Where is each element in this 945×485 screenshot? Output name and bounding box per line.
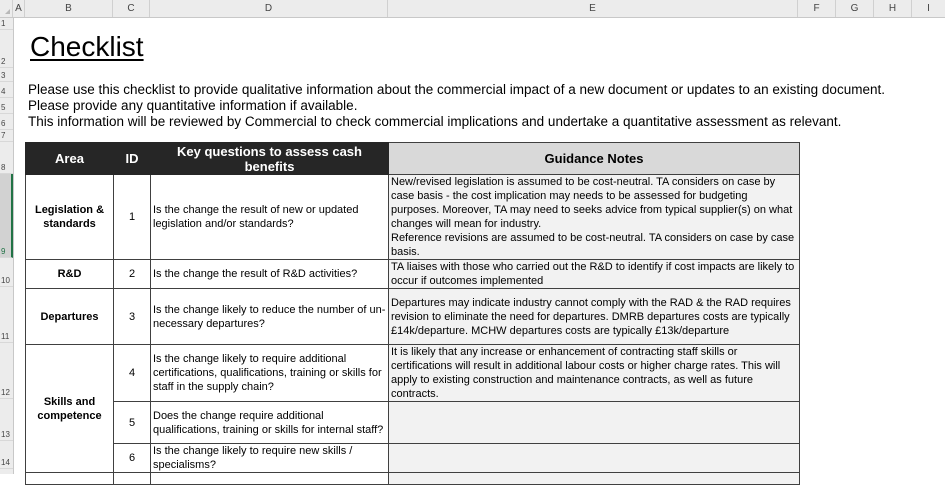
row-header-13[interactable]: 13 xyxy=(0,399,13,441)
row-header-11[interactable]: 11 xyxy=(0,287,13,343)
cell-guidance-notes[interactable] xyxy=(389,175,800,260)
row-header-10[interactable]: 10 xyxy=(0,258,13,287)
select-all-corner[interactable] xyxy=(0,0,13,17)
row-header-8[interactable]: 8 xyxy=(0,142,13,174)
cell-guidance-notes[interactable]: TA liaises with those who carried out the R&D to identify if cost impacts are likely to occur if outcomes implemented xyxy=(389,260,800,289)
table-row xyxy=(26,345,800,402)
cell-area[interactable]: R&D xyxy=(26,260,114,289)
header-key-questions[interactable]: Key questions to assess cash benefits xyxy=(151,143,389,175)
header-area[interactable]: Area xyxy=(26,143,114,175)
column-header-e[interactable]: E xyxy=(388,0,798,17)
cell-area[interactable]: Departures xyxy=(26,289,114,345)
cell-guidance-notes[interactable]: Departures may indicate industry cannot comply with the RAD & the RAD requires revision to eliminate the need for departures. DMRB departures costs are typically £14k/departure. MCHW departures costs are typically £13k/departure xyxy=(389,289,800,345)
cell-id[interactable]: 2 xyxy=(114,260,151,289)
cell-guidance-notes[interactable] xyxy=(389,402,800,444)
column-header-h[interactable]: H xyxy=(874,0,912,17)
page-title: Checklist xyxy=(30,31,144,62)
row-header-5[interactable]: 5 xyxy=(0,98,13,114)
cell-question[interactable]: Is the change likely to reduce the number of un-necessary departures? xyxy=(151,289,389,345)
row-header-3[interactable]: 3 xyxy=(0,68,13,82)
guidance-note-paragraph: New/revised legislation is assumed to be cost-neutral. TA considers on case by case basis - the cost implication may needs to be assessed for budgeting purposes. Moreover, TA may need to seeks advice from typical supplier(s) on what changes will mean for industry. xyxy=(391,176,793,230)
cell-id[interactable]: 4 xyxy=(114,345,151,402)
table-row xyxy=(26,402,800,444)
table-row xyxy=(26,289,800,345)
row-header-4[interactable]: 4 xyxy=(0,82,13,98)
cell-question[interactable]: Is the change the result of R&D activities? xyxy=(151,260,389,289)
column-header-d[interactable]: D xyxy=(150,0,388,17)
row-header-9[interactable]: 9 xyxy=(0,174,13,258)
cell-guidance-notes[interactable]: It is likely that any increase or enhancement of contracting staff skills or certifications will result in additional labour costs or higher charge rates. This will apply to existing construction and maintenance contracts, as well as future contracts. xyxy=(389,345,800,402)
cell-guidance-notes[interactable] xyxy=(389,444,800,473)
column-header-i[interactable]: I xyxy=(927,3,930,14)
row-header-7[interactable]: 7 xyxy=(0,130,13,142)
cell-question[interactable]: Is the change likely to require new skills / specialisms? xyxy=(151,444,389,473)
intro-line-3: This information will be reviewed by Commercial to check commercial implications and undertake a quantitative assessment as relevant. xyxy=(28,114,842,129)
column-header-bar xyxy=(0,0,945,18)
row-header-2[interactable]: 2 xyxy=(0,30,13,68)
row-header-14[interactable]: 14 xyxy=(0,441,13,469)
column-header-c[interactable]: C xyxy=(113,0,150,17)
cell-area[interactable]: Skills and competence xyxy=(26,345,114,473)
cell-question[interactable]: Is the change the result of new or updated legislation and/or standards? xyxy=(151,175,389,260)
column-header-f[interactable]: F xyxy=(798,0,836,17)
checklist-table xyxy=(25,142,800,485)
table-row xyxy=(26,444,800,473)
cell-guidance-notes[interactable] xyxy=(389,473,800,485)
intro-line-1: Please use this checklist to provide qualitative information about the commercial impact of a new document or updates to an existing document. xyxy=(28,82,885,97)
cell-id[interactable]: 1 xyxy=(114,175,151,260)
header-guidance-notes[interactable]: Guidance Notes xyxy=(389,143,800,175)
cell-area[interactable]: Legislation & standards xyxy=(26,175,114,260)
cell-id[interactable]: 3 xyxy=(114,289,151,345)
table-row xyxy=(26,260,800,289)
column-header-a[interactable]: A xyxy=(13,0,25,17)
guidance-note-paragraph: Reference revisions are assumed to be cost-neutral. TA considers on case by case basis. xyxy=(391,232,795,258)
cell-area[interactable] xyxy=(26,473,114,485)
table-header-row xyxy=(26,143,800,175)
cell-id[interactable]: 5 xyxy=(114,402,151,444)
column-header-b[interactable]: B xyxy=(25,0,113,17)
intro-line-2: Please provide any quantitative information if available. xyxy=(28,98,358,113)
cell-id[interactable] xyxy=(114,473,151,485)
row-header-6[interactable]: 6 xyxy=(0,114,13,130)
header-id[interactable]: ID xyxy=(114,143,151,175)
table-row xyxy=(26,175,800,260)
row-header-bar xyxy=(0,18,14,474)
cell-question[interactable] xyxy=(151,473,389,485)
cell-question[interactable]: Is the change likely to require additional certifications, qualifications, training or skills for staff in the supply chain? xyxy=(151,345,389,402)
column-header-g[interactable]: G xyxy=(836,0,874,17)
row-header-1[interactable]: 1 xyxy=(0,18,13,30)
cell-question[interactable]: Does the change require additional qualifications, training or skills for internal staff? xyxy=(151,402,389,444)
row-header-12[interactable]: 12 xyxy=(0,343,13,399)
cell-id[interactable]: 6 xyxy=(114,444,151,473)
table-row-partial xyxy=(26,473,800,485)
